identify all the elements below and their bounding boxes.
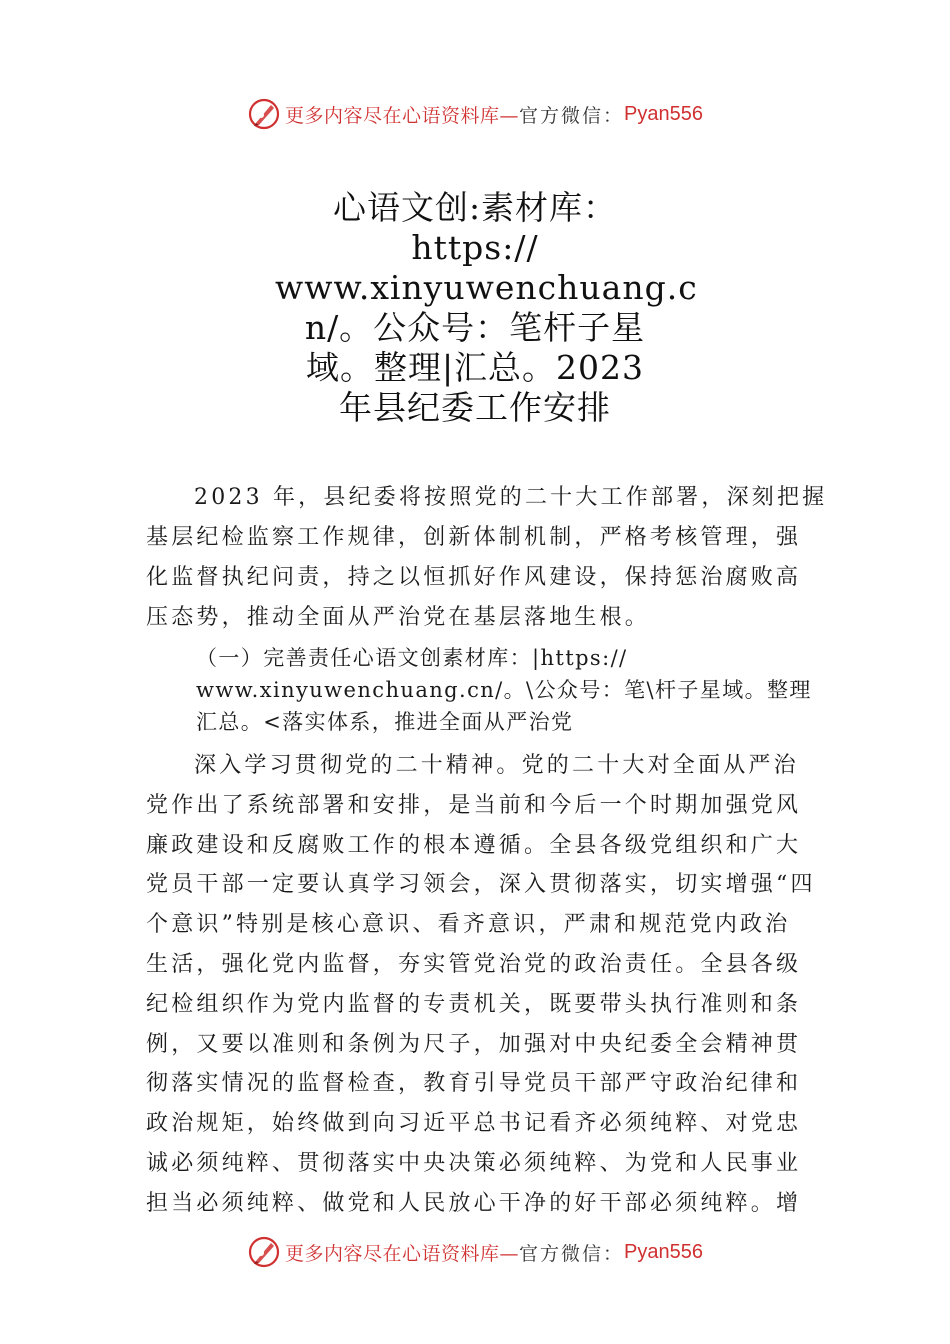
- paragraph-line: 纪检组织作为党内监督的专责机关，既要带头执行准则和条: [146, 991, 802, 1017]
- banner-wechat-label: 官方微信：: [519, 104, 625, 127]
- paragraph-line: 党作出了系统部署和安排，是当前和今后一个时期加强党风: [146, 792, 802, 818]
- paragraph-line: 2023 年，县纪委将按照党的二十大工作部署，深刻把握: [194, 485, 828, 510]
- paragraph-line: 彻落实情况的监督检查，教育引导党员干部严守政治纪律和: [146, 1071, 802, 1097]
- banner-text: 更多内容尽在心语资料库—: [285, 104, 520, 127]
- heading-line: 汇总。<落实体系，推进全面从严治党: [196, 710, 574, 734]
- pen-circle-logo: [247, 1235, 281, 1269]
- banner-text: 更多内容尽在心语资料库—: [285, 1242, 520, 1265]
- banner-wechat-id: Pyan556: [624, 102, 703, 125]
- paragraph-line: 生活，强化党内监督，夯实管党治党的政治责任。全县各级: [146, 951, 802, 977]
- paragraph-line: 党员干部一定要认真学习领会，深入贯彻落实，切实增强“四: [146, 872, 816, 898]
- banner-wechat-label: 官方微信：: [519, 1242, 625, 1265]
- header-banner: [0, 94, 950, 134]
- paragraph-line: 廉政建设和反腐败工作的根本遵循。全县各级党组织和广大: [146, 832, 802, 858]
- body-paragraph: [146, 746, 816, 1224]
- intro-paragraph: [146, 478, 828, 638]
- paragraph-line: 政治规矩，始终做到向习近平总书记看齐必须纯粹、对党忠: [146, 1111, 802, 1137]
- paragraph-line: 例，又要以准则和条例为尺子，加强对中央纪委全会精神贯: [146, 1031, 802, 1057]
- heading-line: www.xinyuwenchuang.cn/。\公众号：笔\杆子星域。整理: [196, 678, 812, 702]
- paragraph-line: 个意识”特别是核心意识、看齐意识，严肃和规范党内政治: [146, 912, 791, 938]
- document-title: 心语文创:素材库： https:// www.xinyuwenchuang.c n/。公众号：笔杆子星 域。整理|汇总。2023 年县纪委工作安排: [275, 188, 698, 427]
- paragraph-line: 化监督执纪问责，持之以恒抓好作风建设，保持惩治腐败高: [146, 565, 802, 590]
- heading-line: （一）完善责任心语文创素材库：|https://: [196, 646, 628, 670]
- paragraph-line: 压态势，推动全面从严治党在基层落地生根。: [146, 605, 651, 630]
- paragraph-line: 诚必须纯粹、贯彻落实中央决策必须纯粹、为党和人民事业: [146, 1150, 802, 1176]
- banner-wechat-id: Pyan556: [624, 1240, 703, 1263]
- footer-banner: [0, 1232, 950, 1272]
- paragraph-line: 深入学习贯彻党的二十精神。党的二十大对全面从严治: [194, 753, 799, 778]
- paragraph-line: 担当必须纯粹、做党和人民放心干净的好干部必须纯粹。增: [146, 1190, 802, 1216]
- paragraph-line: 基层纪检监察工作规律，创新体制机制，严格考核管理，强: [146, 525, 802, 550]
- pen-circle-logo: [247, 97, 281, 131]
- section-heading: [196, 642, 856, 738]
